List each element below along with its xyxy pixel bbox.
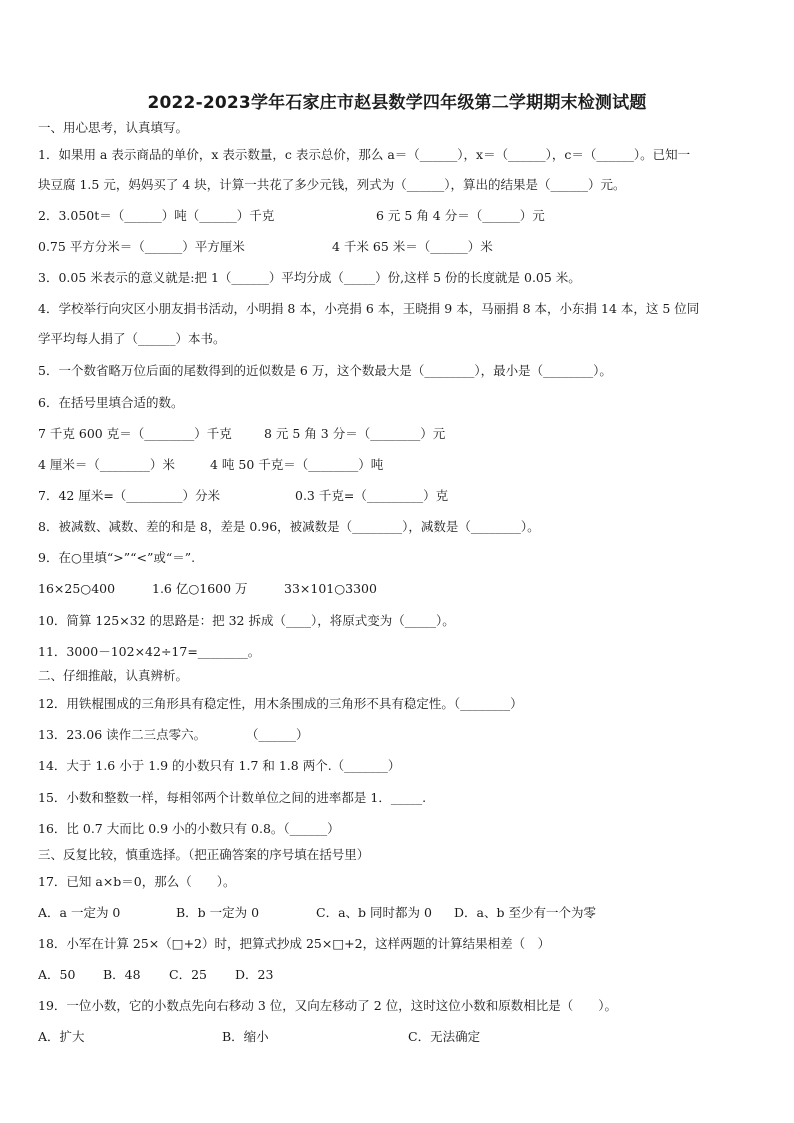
question-7-part-b: 0.3 千克=（_________）克: [295, 488, 449, 503]
question-17-option-c: C．a、b 同时都为 0: [316, 905, 432, 920]
question-13-text: 13．23.06 读作二三点零六。: [38, 727, 207, 742]
question-19-option-c: C．无法确定: [408, 1029, 481, 1044]
question-9-part-b: 1.6 亿○1600 万: [152, 581, 248, 596]
question-19-option-b: B．缩小: [222, 1029, 269, 1044]
question-18: 18．小军在计算 25×（□+2）时，把算式抄成 25×□+2，这样两题的计算结果相差（ ）: [38, 936, 551, 951]
question-17-option-b: B．b 一定为 0: [176, 905, 260, 920]
question-6-part-b: 8 元 5 角 3 分＝（________）元: [264, 426, 446, 441]
question-2-part-a: 2．3.050t＝（______）吨（______）千克: [38, 208, 275, 223]
question-7-part-a: 7．42 厘米=（_________）分米: [38, 488, 221, 503]
question-2-part-d: 4 千米 65 米＝（______）米: [332, 239, 493, 254]
question-17-option-d: D．a、b 至少有一个为零: [454, 905, 596, 920]
question-2-row-1: [38, 206, 760, 226]
question-10: 10．简算 125×32 的思路是：把 32 拆成（____），将原式变为（_____）。: [38, 613, 455, 628]
question-2-row-2: [38, 237, 760, 257]
question-9-part-a: 16×25○400: [38, 581, 116, 596]
question-18-option-b: B．48: [103, 967, 141, 982]
question-15: 15．小数和整数一样，每相邻两个计数单位之间的进率都是 1．_____.: [38, 790, 427, 805]
question-6-part-a: 7 千克 600 克＝（________）千克: [38, 426, 232, 441]
question-18-option-d: D．23: [235, 967, 274, 982]
question-4-line-2: 学平均每人捐了（______）本书。: [38, 331, 226, 346]
question-9-heading: 9．在○里填“>”“<”或“＝”.: [38, 550, 196, 565]
question-9-part-c: 33×101○3300: [284, 581, 377, 596]
question-19-option-a: A．扩大: [38, 1029, 85, 1044]
question-7: [38, 486, 760, 506]
question-18-option-c: C．25: [169, 967, 207, 982]
question-1-line-1: 1．如果用 a 表示商品的单价，x 表示数量，c 表示总价，那么 a＝（______），x＝（______），c＝（______）。已知一: [38, 147, 691, 162]
question-6-heading: 6．在括号里填合适的数。: [38, 395, 184, 410]
question-19: 19．一位小数，它的小数点先向右移动 3 位，又向左移动了 2 位，这时这位小数和原数相比是（ ）。: [38, 998, 617, 1013]
question-13-blank: （______）: [246, 727, 309, 742]
question-17: 17．已知 a×b＝0，那么（ ）。: [38, 874, 236, 889]
section-heading-3: 三、反复比较，慎重选择。（把正确答案的序号填在括号里）: [38, 847, 370, 862]
question-18-options: [38, 965, 760, 985]
question-17-option-a: A．a 一定为 0: [38, 905, 121, 920]
question-19-options: [38, 1027, 760, 1047]
question-6-part-d: 4 吨 50 千克＝（________）吨: [210, 457, 384, 472]
question-5: 5．一个数省略万位后面的尾数得到的近似数是 6 万，这个数最大是（________），最小是（________）。: [38, 363, 612, 378]
question-1-line-2: 块豆腐 1.5 元，妈妈买了 4 块，计算一共花了多少元钱，列式为（______），算出的结果是（______）元。: [38, 177, 626, 192]
question-17-options: [38, 903, 760, 923]
question-8: 8．被减数、减数、差的和是 8，差是 0.96，被减数是（________），减数是（________）。: [38, 519, 540, 534]
question-6-part-c: 4 厘米＝（________）米: [38, 457, 175, 472]
page-title: 2022-2023学年石家庄市赵县数学四年级第二学期期末检测试题: [147, 93, 647, 113]
question-6-row-2: [38, 455, 760, 475]
section-heading-1: 一、用心思考，认真填写。: [38, 120, 189, 135]
question-13: [38, 725, 760, 745]
question-9-row: [38, 579, 760, 599]
question-16: 16．比 0.7 大而比 0.9 小的小数只有 0.8。（______）: [38, 821, 340, 836]
question-2-part-b: 6 元 5 角 4 分＝（______）元: [376, 208, 545, 223]
section-heading-2: 二、仔细推敲，认真辨析。: [38, 668, 189, 683]
question-11: 11．3000－102×42÷17=________。: [38, 644, 261, 659]
question-18-option-a: A．50: [38, 967, 76, 982]
question-3: 3．0.05 米表示的意义就是:把 1（______）平均分成（_____）份,这样 5 份的长度就是 0.05 米。: [38, 270, 581, 285]
question-12: 12．用铁棍围成的三角形具有稳定性，用木条围成的三角形不具有稳定性。（________）: [38, 696, 523, 711]
question-2-part-c: 0.75 平方分米＝（______）平方厘米: [38, 239, 245, 254]
question-14: 14．大于 1.6 小于 1.9 的小数只有 1.7 和 1.8 两个.（_______）: [38, 758, 401, 773]
question-6-row-1: [38, 424, 760, 444]
question-4-line-1: 4．学校举行向灾区小朋友捐书活动，小明捐 8 本，小亮捐 6 本，王晓捐 9 本，马丽捐 8 本，小东捐 14 本，这 5 位同: [38, 301, 700, 316]
